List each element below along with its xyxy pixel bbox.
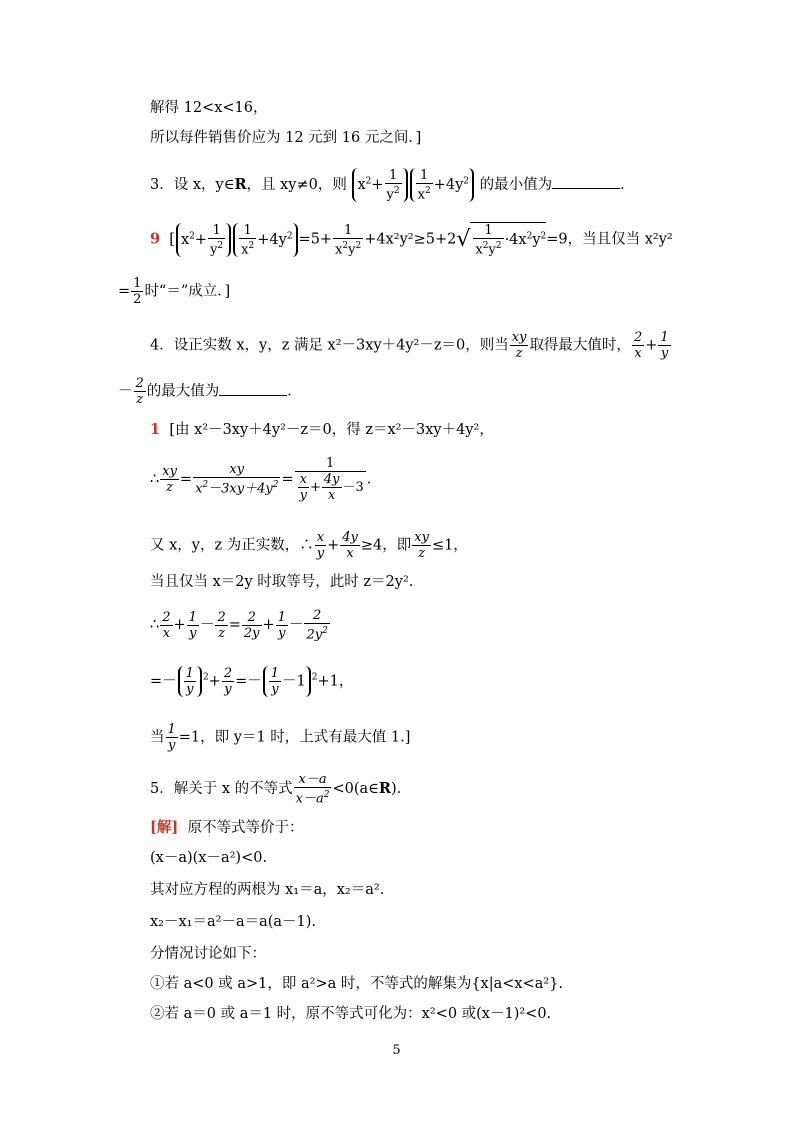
a3-expression-right: $\frac{1}{x^2}$ $+4y^2$ xyxy=(233,223,297,257)
a3-mid: =5+ xyxy=(298,231,333,248)
a3-half: $\frac{1}{2}$ xyxy=(133,276,142,307)
page-number: 5 xyxy=(392,1043,401,1058)
text-line-1: 解得 12<x<16， xyxy=(150,100,268,116)
q4-fraction-xy-z: $\frac{xy}{z}$ xyxy=(511,330,527,361)
answer-4-line-4: 当且仅当 x＝2y 时取等号，此时 z＝2y². xyxy=(150,574,414,590)
a4-l3-tail: ≤1， xyxy=(431,537,468,554)
answer-4-number: 1 xyxy=(150,421,161,438)
answer-3-line-2 xyxy=(118,276,230,307)
answer-4-line-3: 又 x，y，z 为正实数，∴ $\frac{x}{y}$ + $\frac{4y}{x}$ ≥4，即 $\frac{xy}{z}$ ≤1， xyxy=(150,530,468,561)
sol-l1: 原不等式等价于： xyxy=(187,820,304,836)
a3-mid2: +4x²y²≥5+2 xyxy=(364,231,457,248)
q5-end: ). xyxy=(390,781,402,798)
text-line-2: 所以每件销售价应为 12 元到 16 元之间．] xyxy=(150,130,422,146)
solution-line-4: x₂－x₁＝a²－a＝a(a－1). xyxy=(150,914,317,930)
q3-real-set: R xyxy=(234,176,247,194)
solution-line-2: (x－a)(x－a²)<0. xyxy=(150,850,268,866)
answer-4-line-1 xyxy=(150,420,494,440)
q5-prefix: 5．解关于 x 的不等式 xyxy=(150,781,293,798)
a3-fraction: $\frac{1}{x^2y^2}$ xyxy=(335,222,362,257)
a3-tail: =9，当且仅当 x²y² xyxy=(546,231,673,248)
q3-expression-right: $\frac{1}{x^2}$ $+4y^2$ xyxy=(410,168,474,202)
a4-l7-prefix: 当 xyxy=(150,729,165,746)
solution-line-7: ②若 a＝0 或 a＝1 时，原不等式可化为：x²<0 或(x－1)²<0. xyxy=(150,1006,552,1022)
q5-real-set: R xyxy=(378,780,391,798)
question-5: 5．解关于 x 的不等式 $\frac{x-a}{x-a^2}$ <0(a∈R). xyxy=(150,772,402,807)
q3-expression-left: $x^2+$ $\frac{1}{y^2}$ xyxy=(352,168,407,202)
answer-4-line-7: 当 $\frac{1}{y}$ =1，即 y＝1 时，上式有最大值 1.] xyxy=(150,722,411,753)
q4-line2-suffix: 的最大值为 xyxy=(146,383,220,400)
a4-line-1: [由 x²－3xy＋4y²－z＝0，得 z＝x²－3xy＋4y²， xyxy=(169,422,494,438)
q4-answer-blank xyxy=(219,381,287,396)
q3-answer-blank xyxy=(552,174,620,189)
a4-l7-suffix: =1，即 y＝1 时，上式有最大值 1.] xyxy=(178,729,411,746)
solution-line-5: 分情况讨论如下： xyxy=(150,946,266,962)
a3-sqrt-content: $\frac{1}{x^2y^2}$ $\cdot 4x^2y^2$ xyxy=(470,222,546,257)
q4-mid: 取得最大值时， xyxy=(529,337,631,354)
a3-line2-suffix: 时“＝”成立．] xyxy=(144,283,231,300)
q3-suffix: 的最小值为 xyxy=(479,177,553,194)
a3-line2-prefix: = xyxy=(118,283,131,300)
sqrt-symbol: √ xyxy=(456,226,471,252)
answer-4-line-6: =－ $\frac{1}{y}$ $^2$+ $\frac{2}{y}$ =－ $\frac{1}{y}$ －1 $^2$+1， xyxy=(150,666,354,697)
question-4-line-2: － $\frac{2}{z}$ 的最大值为 ． xyxy=(118,376,302,407)
q5-suffix: <0(a∈ xyxy=(332,781,379,798)
a4-l3-prefix: 又 x，y，z 为正实数，∴ xyxy=(150,537,314,554)
q3-condition: ，且 xy≠0，则 xyxy=(246,177,347,194)
answer-3: 9 [ $x^2+$ $\frac{1}{y^2}$ $\frac{1}{x^2}$ $+4y^2 =5+$ $\frac{1}{x^2y^2}$ +4x²y²≥5+2√ $\frac{1}{x^2y^2}$ $\cdot 4x^2y^2=9$，当且仅当 x²y² xyxy=(150,222,673,258)
solution-line-1 xyxy=(150,818,303,838)
question-4: 4．设正实数 x，y，z 满足 x²－3xy＋4y²－z＝0，则当 $\frac{xy}{z}$ 取得最大值时， $\frac{2}{x}$ + $\frac{1}{y}$ xyxy=(150,330,669,361)
solution-tag: [解] xyxy=(150,819,179,836)
answer-4-line-2: ∴ $\frac{xy}{z}$ = $\frac{xy}{x^2-3xy+4y^2}$ = 1 $\frac{x}{y}$ + $\frac{4y}{x}$ －3 . xyxy=(150,456,372,503)
solution-line-3: 其对应方程的两根为 x₁＝a，x₂＝a². xyxy=(150,882,385,898)
question-3: 3．设 x，y∈R，且 xy≠0，则 $x^2+$ $\frac{1}{y^2}$ $\frac{1}{x^2}$ $+4y^2$ 的最小值为 ． xyxy=(150,168,635,203)
q3-prefix: 3．设 x，y∈ xyxy=(150,177,235,194)
a4-l3-mid: ≥4，即 xyxy=(360,537,412,554)
answer-3-number: 9 xyxy=(150,230,161,248)
a3-expression-left: $x^2+$ $\frac{1}{y^2}$ xyxy=(176,223,231,257)
solution-line-6: ①若 a<0 或 a>1，即 a²>a 时，不等式的解集为{x|a<x<a²}. xyxy=(150,976,564,992)
q4-prefix: 4．设正实数 x，y，z 满足 x²－3xy＋4y²－z＝0，则当 xyxy=(150,337,509,354)
answer-4-line-5: ∴ $\frac{2}{x}$ + $\frac{1}{y}$ － $\frac{2}{z}$ = $\frac{2}{2y}$ + $\frac{1}{y}$ － $\frac{2}{2y^2}$ xyxy=(150,608,328,643)
